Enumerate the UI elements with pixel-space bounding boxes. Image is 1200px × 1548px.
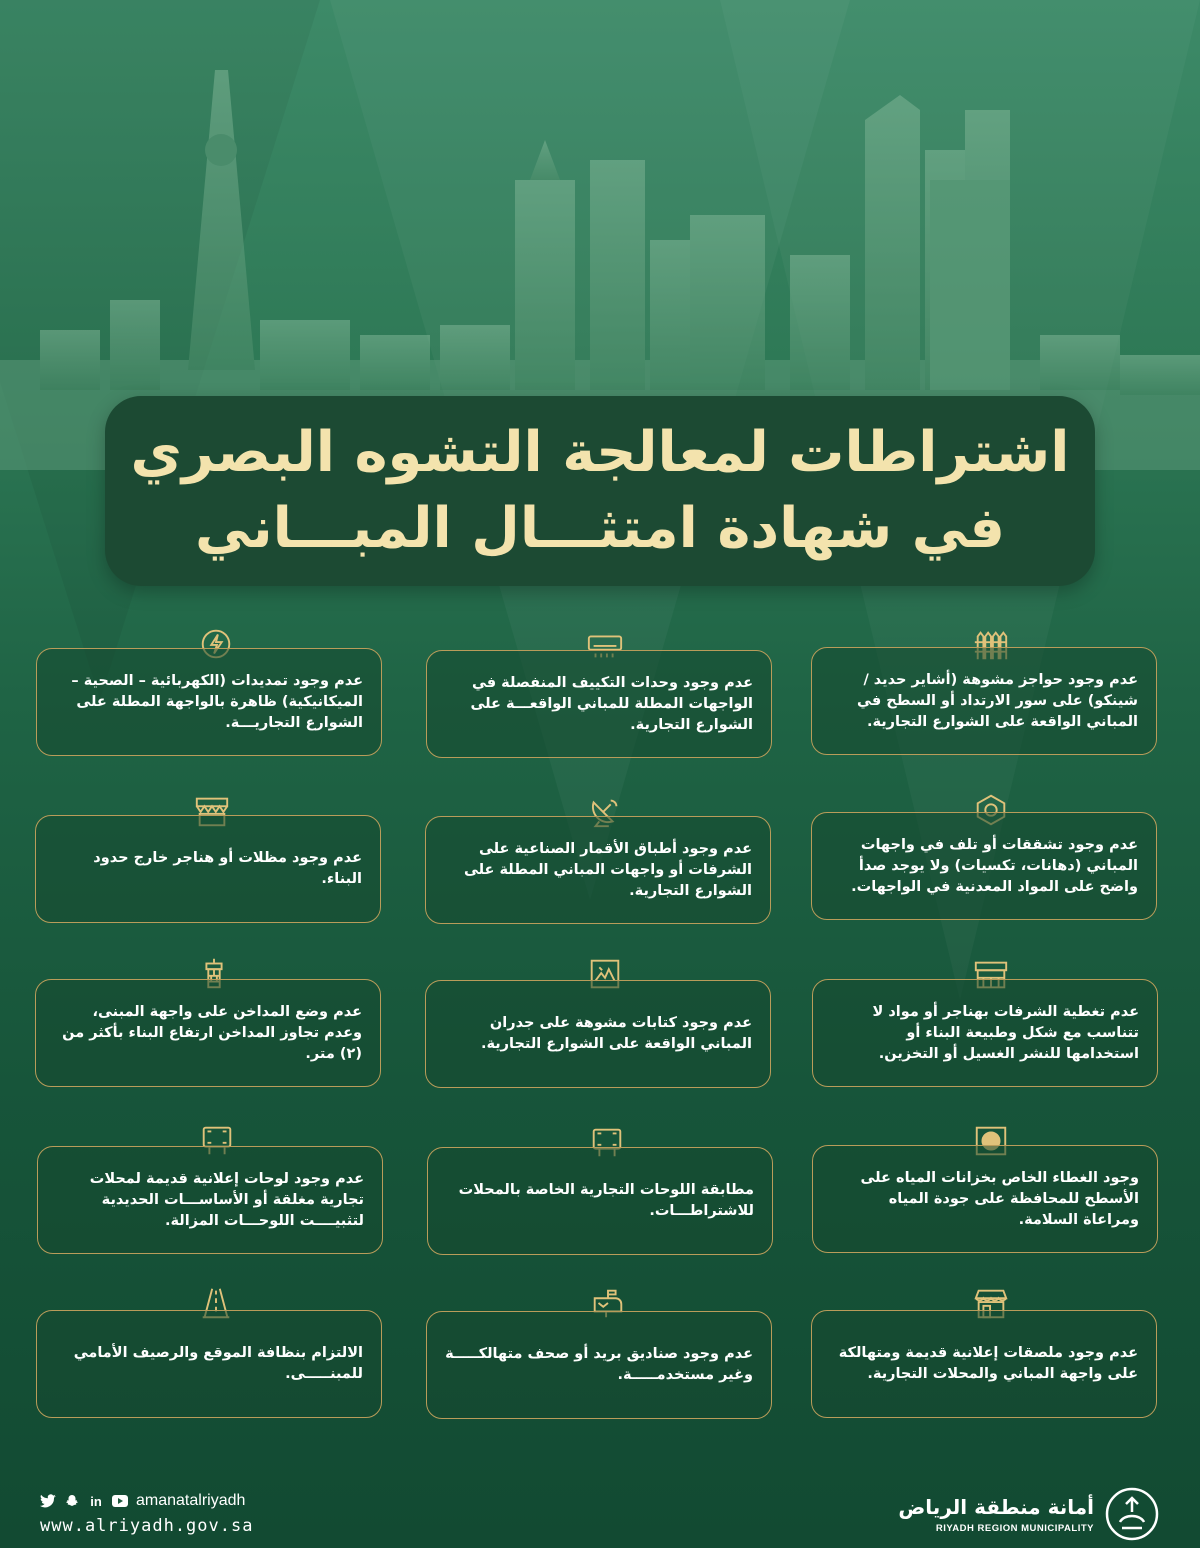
requirement-card: [35, 815, 381, 923]
snapchat-icon[interactable]: [64, 1493, 80, 1509]
page-title-line-2: في شهادة امتثـــال المبـــاني: [194, 496, 1006, 561]
requirement-text: عدم وجود تمديدات (الكهربائية – الصحية – الميكانيكية) ظاهرة بالواجهة المطلة على الشوارع التجاريـــة.: [71, 672, 363, 731]
social-handle[interactable]: amanatalriyadh: [136, 1492, 246, 1509]
requirement-text: عدم تغطية الشرفات بهناجر أو مواد لا تتناسب مع شكل وطبيعة البناء أو استخدامها للنشر الغسيل أو التخزين.: [872, 1003, 1139, 1062]
requirement-text: عدم وجود لوحات إعلانية قديمة لمحلات تجارية مغلقة أو الأساســـات الحديدية لتثبيــــت اللوحـــات المزالة.: [89, 1170, 364, 1229]
linkedin-icon[interactable]: in: [90, 1493, 102, 1509]
requirement-text: وجود الغطاء الخاص بخزانات المياه على الأسطح للمحافظة على جودة المياه ومراعاة السلامة.: [860, 1169, 1139, 1228]
requirement-card: [811, 812, 1157, 920]
requirement-card: [812, 979, 1158, 1087]
requirement-text: عدم وجود وحدات التكييف المنفصلة في الواجهات المطلة للمباني الواقعـــة على الشوارع التجارية.: [470, 674, 753, 733]
requirement-text: عدم وجود صناديق بريد أو صحف متهالكـــــة وغير مستخدمـــــة.: [445, 1346, 753, 1383]
requirement-text: عدم وجود تشققات أو تلف في واجهات المباني (دهانات، تكسيات) ولا يوجد صدأ واضح على المواد المعدنية في الواجهات.: [851, 836, 1138, 895]
website-link[interactable]: www.alriyadh.gov.sa: [40, 1516, 254, 1536]
requirement-text: عدم وجود مظلات أو هناجر خارج حدود البناء.: [93, 850, 362, 887]
twitter-icon[interactable]: [40, 1493, 56, 1509]
requirement-card: [811, 1310, 1157, 1418]
requirement-text: عدم وجود أطباق الأقمار الصناعية على الشرفات أو واجهات المباني المطلة على الشوارع التجارية.: [463, 840, 752, 899]
requirement-text: عدم وجود ملصقات إعلانية قديمة ومتهالكة على واجهة المباني والمحلات التجارية.: [838, 1345, 1138, 1382]
requirement-text: عدم وجود حواجز مشوهة (أشاير حديد / شينكو) على سور الارتداد أو السطح في المباني الواقعة على الشوارع التجارية.: [857, 671, 1138, 730]
requirement-card: [426, 1311, 772, 1419]
requirement-card: [811, 647, 1157, 755]
footer-social: [40, 1492, 253, 1536]
youtube-icon[interactable]: [112, 1493, 128, 1509]
municipality-branding: [898, 1486, 1160, 1542]
requirement-card: [36, 1310, 382, 1418]
requirement-text: عدم وجود كتابات مشوهة على جدران المباني الواقعة على الشوارع التجارية.: [480, 1015, 752, 1052]
requirement-card: [426, 650, 772, 758]
requirement-card: [427, 1147, 773, 1255]
title-banner: [105, 396, 1095, 586]
requirement-card: [425, 816, 771, 924]
page-title-line-1: اشتراطات لمعالجة التشوه البصري: [130, 420, 1070, 485]
requirement-text: الالتزام بنظافة الموقع والرصيف الأمامي للمبنـــــى.: [73, 1345, 363, 1382]
riyadh-municipality-logo-icon: [1104, 1486, 1160, 1542]
requirement-card: [425, 980, 771, 1088]
municipality-name-arabic: أمانة منطقة الرياض: [898, 1494, 1094, 1519]
requirement-text: عدم وضع المداخن على واجهة المبنى، وعدم تجاوز المداخن ارتفاع البناء بأكثر من (٢) متر.: [62, 1003, 362, 1062]
municipality-name-english: RIYADH REGION MUNICIPALITY: [935, 1522, 1094, 1534]
requirement-card: [36, 648, 382, 756]
requirement-card: [812, 1145, 1158, 1253]
requirement-card: [37, 1146, 383, 1254]
requirement-card: [35, 979, 381, 1087]
requirement-text: مطابقة اللوحات التجارية الخاصة بالمحلات للاشتراطـــات.: [458, 1182, 754, 1219]
